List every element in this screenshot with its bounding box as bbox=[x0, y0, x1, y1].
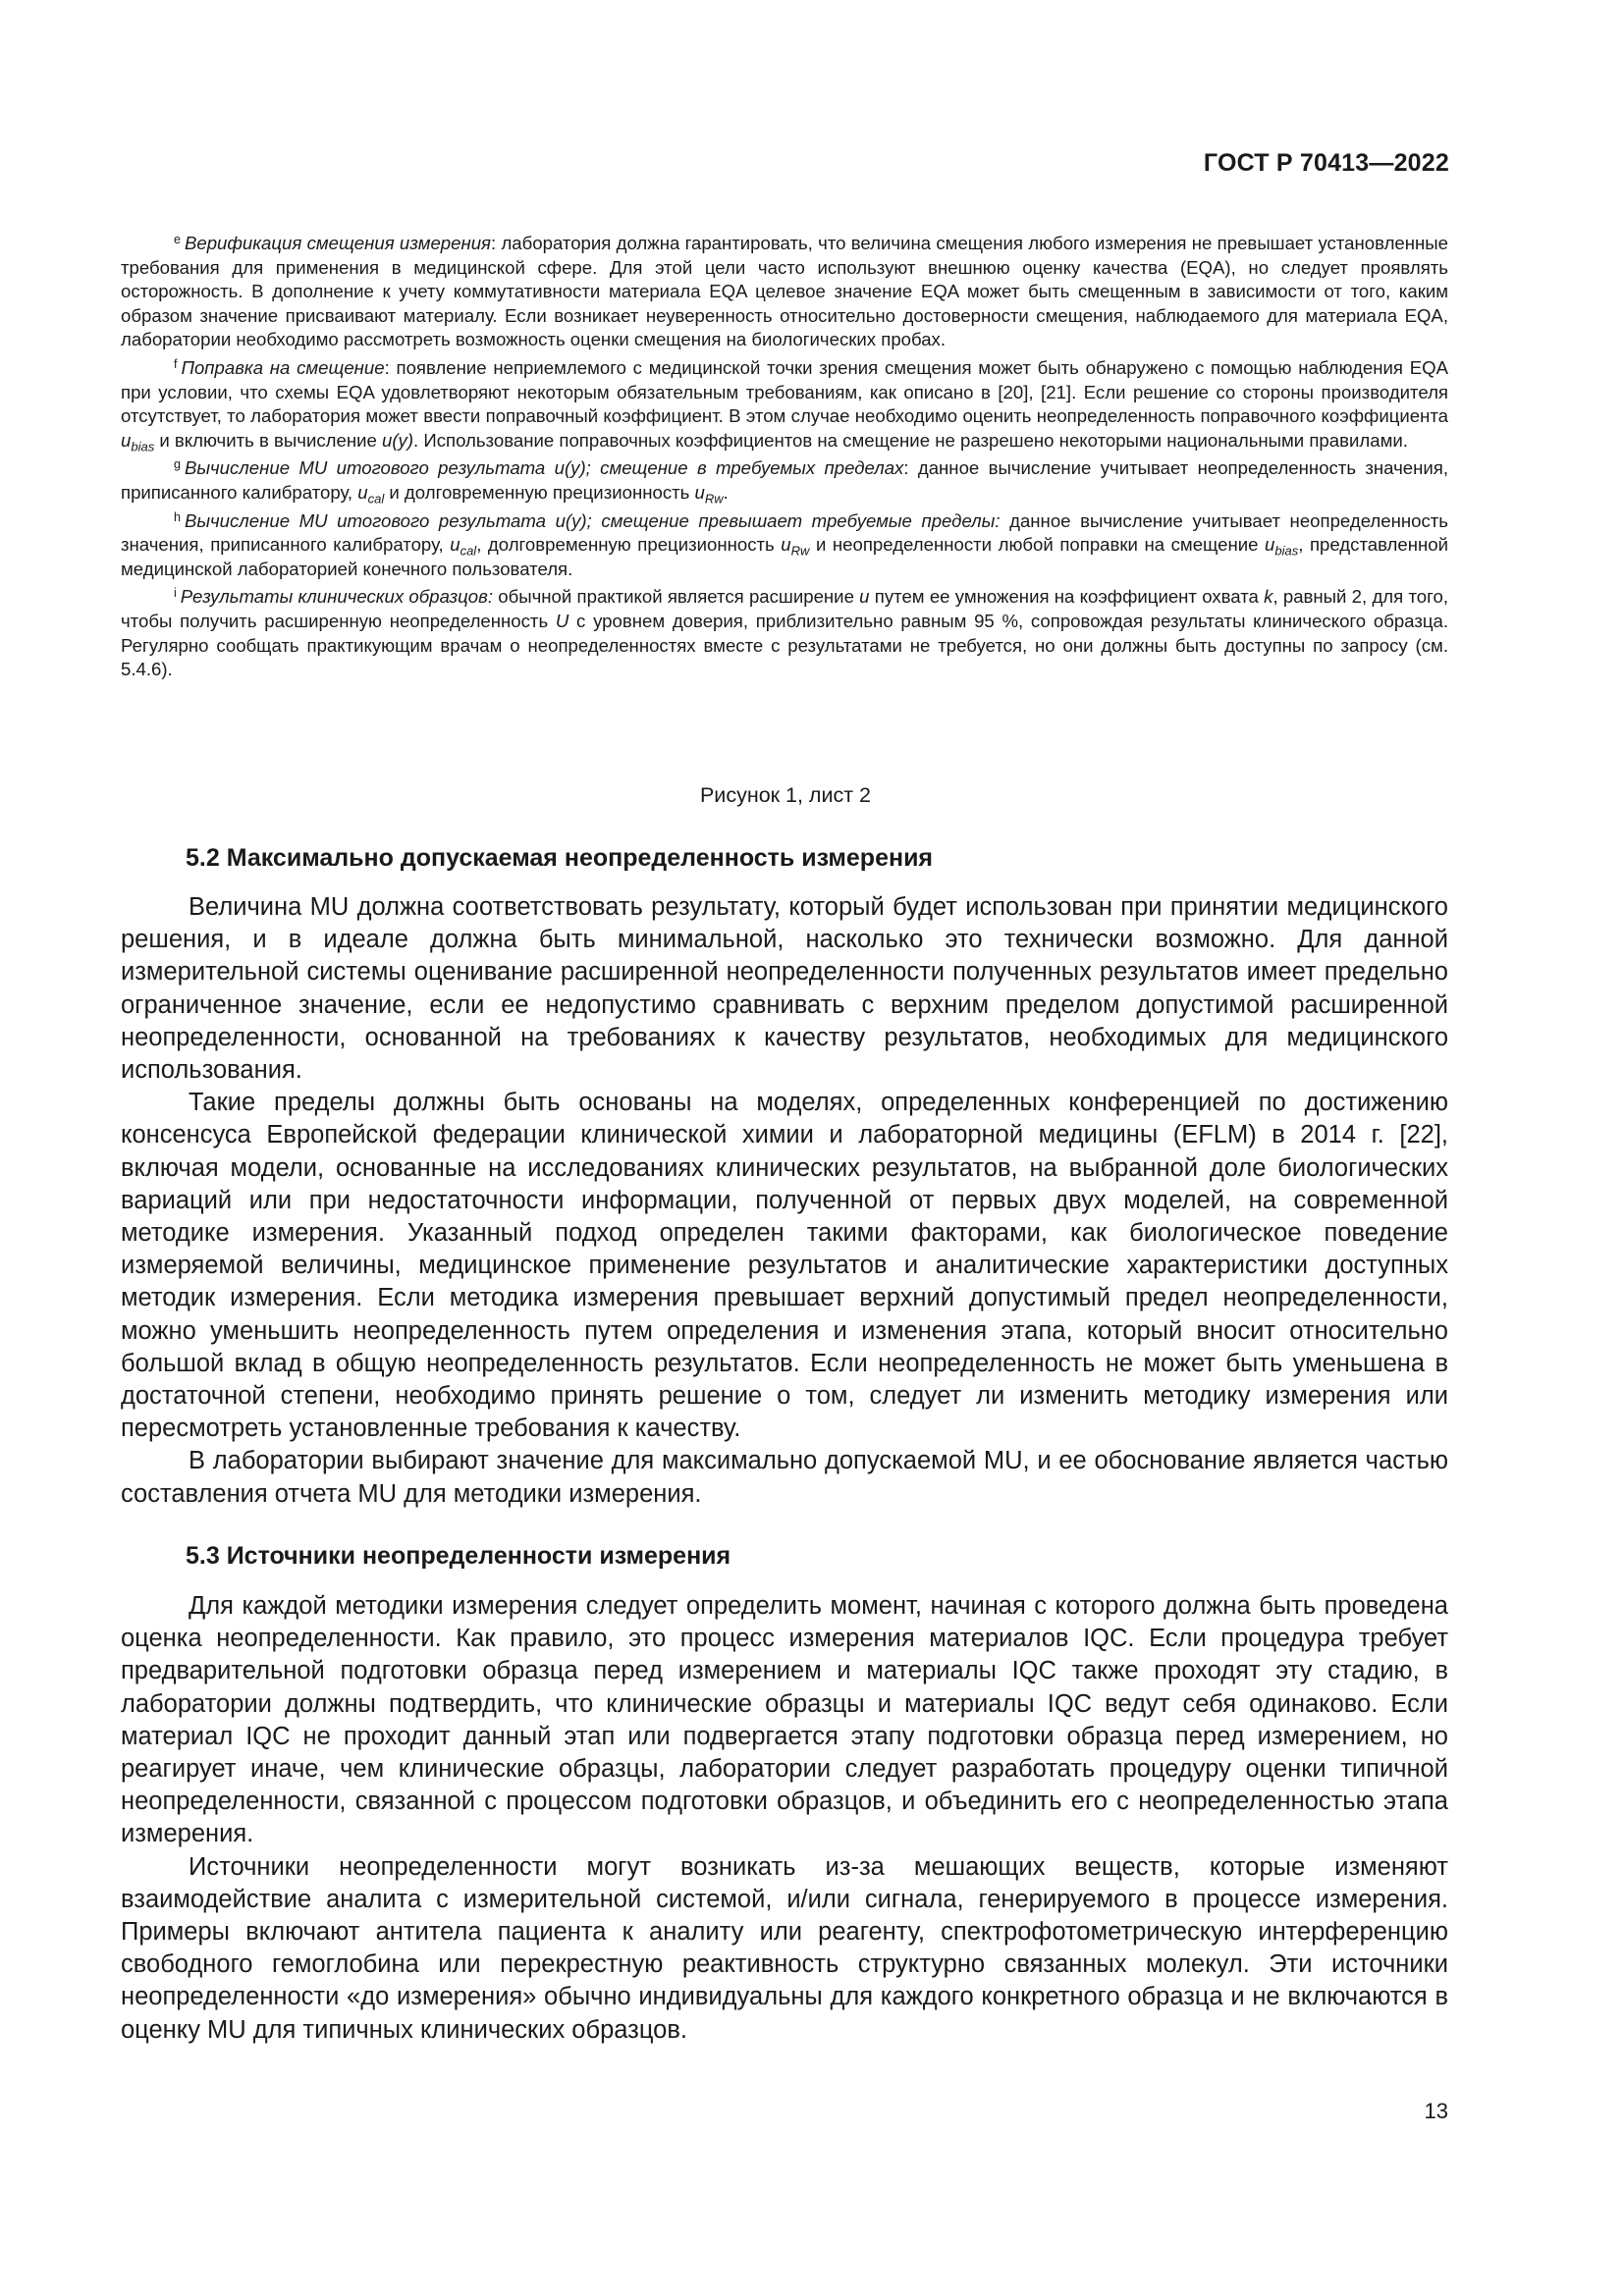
footnote-term: Результаты клинических образцов: bbox=[180, 586, 493, 608]
footnote-h bbox=[121, 506, 1448, 582]
symbol: k bbox=[1264, 586, 1273, 608]
footnote-term: Верификация смещения измерения bbox=[184, 233, 491, 253]
footnote-term: Вычисление MU итогового результата u(y); смещение в требуемых пределах bbox=[184, 457, 904, 479]
footnote-text: . bbox=[723, 481, 729, 503]
footnote-g bbox=[121, 453, 1448, 505]
figure-footnotes bbox=[121, 228, 1448, 682]
footnote-i bbox=[121, 581, 1448, 681]
symbol: u bbox=[450, 534, 460, 556]
footnote-text: и неопределенности любой поправки на смещение bbox=[809, 534, 1266, 556]
symbol-subscript: bias bbox=[131, 439, 155, 454]
footnote-text: , представленной медицинской лабораторией конечного пользователя. bbox=[121, 534, 1449, 579]
footnote-text: , долговременную прецизионность bbox=[476, 534, 782, 556]
footnote-mark: i bbox=[174, 586, 177, 601]
paragraph: В лаборатории выбирают значение для максимально допускаемой MU, и ее обоснование является частью составления отчета MU для методики измерения. bbox=[121, 1447, 1448, 1508]
footnote-term: Вычисление MU итогового результата u(y); смещение превышает требуемые пределы: bbox=[184, 509, 1001, 531]
section-heading-5-3: 5.3 Источники неопределенности измерения bbox=[186, 1542, 731, 1570]
symbol: u bbox=[357, 481, 368, 503]
footnote-mark: f bbox=[174, 356, 178, 371]
footnote-mark: h bbox=[174, 509, 181, 524]
footnote-term: Поправка на смещение bbox=[181, 356, 385, 378]
symbol-subscript: bias bbox=[1274, 543, 1299, 559]
symbol: u bbox=[1265, 534, 1275, 556]
footnote-text: и включить в вычисление bbox=[154, 429, 382, 451]
symbol: u bbox=[859, 586, 870, 608]
footnote-text: : данное вычисление учитывает неопределенность значения, приписанного калибратору, bbox=[121, 457, 1449, 503]
symbol-subscript: cal bbox=[460, 543, 477, 559]
footnote-text: . Использование поправочных коэффициентов на смещение не разрешено некоторыми национальными правилами. bbox=[413, 429, 1408, 451]
paragraph: Источники неопределенности могут возникать из-за мешающих веществ, которые изменяют взаимодействие аналита с измерительной системой, и/или сигнала, генерируемого в процессе измерения. Примеры включают антитела пациента к аналиту или реагенту, спектрофотометрическую интерференцию свободного гемоглобина или перекрестную реактивность структурно связанных молекул. Эти источники неопределенности «до измерения» обычно индивидуальны для каждого конкретного образца и не включаются в оценку MU для типичных клинических образцов. bbox=[121, 1852, 1448, 2044]
symbol-subscript: cal bbox=[367, 491, 385, 507]
footnote-e bbox=[121, 228, 1448, 352]
footnote-text: : появление неприемлемого с медицинской точки зрения смещения может быть обнаружено с помощью наблюдения EQA при условии, что схемы EQA удовлетворяют некоторым обязательным требованиям, как описано в [20], [21]. Если решение со стороны производителя отсутствует, то лаборатория может ввести поправочный коэффициент. В этом случае необходимо оценить неопределенность поправочного коэффициента bbox=[121, 356, 1448, 427]
footnote-text: данное вычисление учитывает неопределенность значения, приписанного калибратору, bbox=[121, 509, 1448, 556]
figure-caption: Рисунок 1, лист 2 bbox=[699, 783, 872, 807]
paragraph: Величина MU должна соответствовать результату, который будет использован при принятии медицинского решения, и в идеале должна быть минимальной, насколько это технически возможно. Для данной измерительной системы оценивание расширенной неопределенности полученных результатов имеет предельно ограниченное значение, если ее недопустимо сравнивать с верхним пределом допустимой расширенной неопределенности, основанной на требованиях к качеству результатов, необходимых для медицинского использования. bbox=[121, 893, 1448, 1085]
symbol-subscript: Rw bbox=[704, 491, 724, 507]
section-body-5-2 bbox=[121, 891, 1448, 1511]
footnote-mark: e bbox=[174, 233, 181, 246]
symbol-subscript: Rw bbox=[790, 543, 810, 559]
symbol: u bbox=[781, 534, 791, 556]
footnote-text: : лаборатория должна гарантировать, что величина смещения любого измерения не превышает установленные требования для применения в медицинской сфере. Для этой цели часто используют внешнюю оценку качества (EQA), но следует проявлять осторожность. В дополнение к учету коммутативности материала EQA целевое значение EQA может быть смещенным в зависимости от того, каким образом значение присваивают материалу. Если возникает неуверенность относительно достоверности смещения, наблюдаемого для материала EQA, лаборатории необходимо рассмотреть возможность оценки смещения на биологических пробах. bbox=[121, 233, 1448, 350]
section-body-5-3 bbox=[121, 1590, 1448, 2047]
footnote-text: обычной практикой является расширение bbox=[493, 586, 860, 608]
footnote-f bbox=[121, 352, 1448, 453]
paragraph: Такие пределы должны быть основаны на моделях, определенных конференцией по достижению консенсуса Европейской федерации клинической химии и лабораторной медицины (EFLM) в 2014 г. [22], включая модели, основанные на исследованиях клинических результатов, на выбранной доле биологических вариаций или при недостаточности информации, полученной от первых двух моделей, на современной методике измерения. Указанный подход определен такими факторами, как биологическое поведение измеряемой величины, медицинское применение результатов и аналитические характеристики доступных методик измерения. Если методика измерения превышает верхний допустимый предел неопределенности, можно уменьшить неопределенность путем определения и изменения этапа, который вносит относительно большой вклад в общую неопределенность результатов. Если неопределенность не может быть уменьшена в достаточной степени, необходимо принять решение о том, следует ли изменить методику измерения или пересмотреть установленные требования к качеству. bbox=[121, 1089, 1448, 1443]
footnote-text: путем ее умножения на коэффициент охвата bbox=[869, 586, 1265, 608]
footnote-text: , равный 2, для того, чтобы получить расширенную неопределенность bbox=[121, 586, 1448, 631]
symbol: U bbox=[555, 610, 569, 631]
footnote-text: и долговременную прецизионность bbox=[384, 481, 695, 503]
footnote-text: с уровнем доверия, приблизительно равным 95 %, сопровождая результаты клинического образца. Регулярно сообщать практикующим врачам о неопределенностях вместе с результатами не требуется, но они должны быть доступны по запросу (см. 5.4.6). bbox=[121, 610, 1448, 680]
paragraph: Для каждой методики измерения следует определить момент, начиная с которого должна быть проведена оценка неопределенности. Как правило, это процесс измерения материалов IQC. Если процедура требует предварительной подготовки образца перед измерением и материалы IQC также проходят эту стадию, в лаборатории должны подтвердить, что клинические образцы и материалы IQC ведут себя одинаково. Если материал IQC не проходит данный этап или подвергается этапу подготовки образца перед измерением, но реагирует иначе, чем клинические образцы, лаборатории следует разработать процедуру оценки типичной неопределенности, связанной с процессом подготовки образцов, и объединить его с неопределенностью этапа измерения. bbox=[121, 1592, 1448, 1848]
footnote-mark: g bbox=[174, 457, 181, 472]
symbol: u bbox=[694, 481, 705, 503]
page-number: 13 bbox=[1424, 2099, 1448, 2123]
symbol: u bbox=[121, 429, 132, 451]
section-heading-5-2: 5.2 Максимально допускаемая неопределенность измерения bbox=[186, 844, 934, 872]
document-id-header: ГОСТ Р 70413—2022 bbox=[1203, 149, 1449, 177]
symbol: u(y) bbox=[381, 429, 414, 451]
